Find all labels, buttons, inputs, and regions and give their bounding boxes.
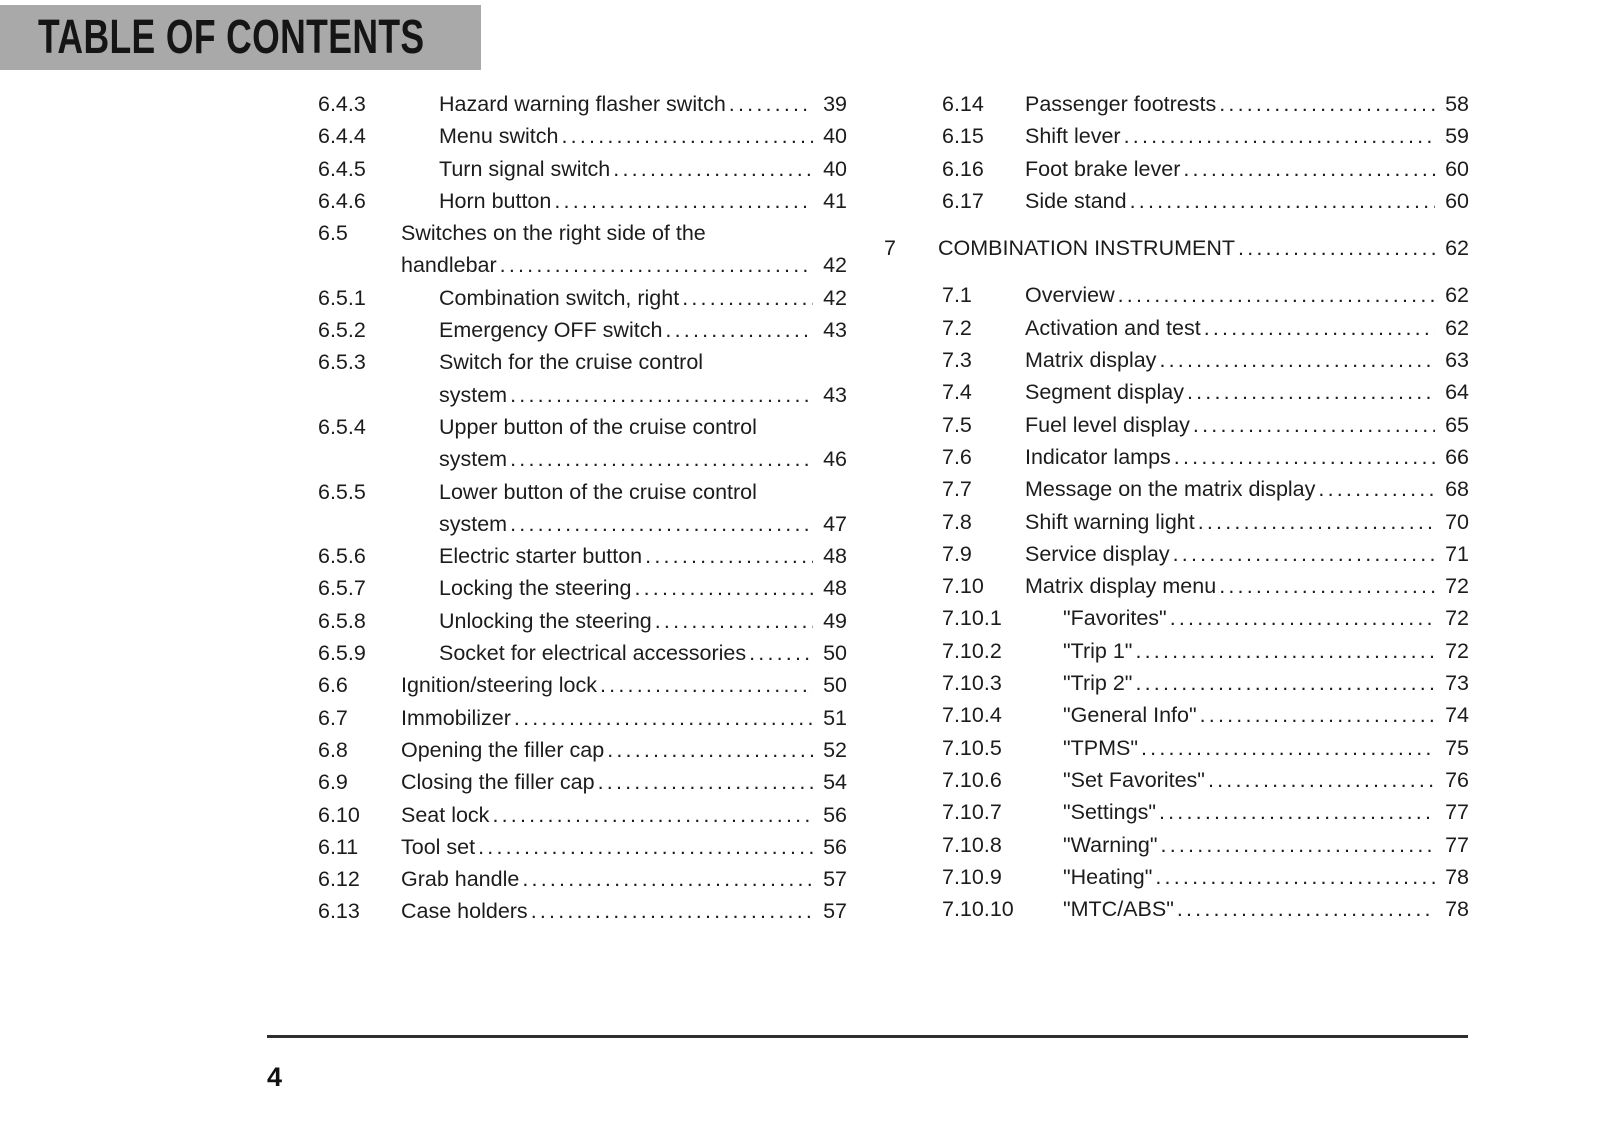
page-number: 40 [823, 156, 847, 181]
toc-entry[interactable] [884, 570, 1469, 602]
page-number: 51 [823, 705, 847, 730]
dot-leader [665, 314, 813, 346]
entry-title: Horn button [439, 188, 552, 213]
page-number: 63 [1445, 348, 1469, 373]
entry-title: Immobilizer [401, 705, 511, 730]
toc-entry[interactable] [260, 411, 847, 443]
dot-leader [1187, 376, 1435, 408]
toc-entry[interactable] [884, 829, 1469, 861]
entry-title: Unlocking the steering [439, 608, 652, 633]
section-number: 7.10.10 [942, 897, 1014, 922]
toc-entry[interactable] [884, 602, 1469, 634]
section-number: 6.11 [318, 834, 359, 859]
footer-page-number: 4 [267, 1062, 283, 1092]
page-number: 74 [1445, 703, 1469, 728]
dot-leader [478, 831, 813, 863]
dot-leader [1219, 570, 1435, 602]
entry-title: Tool set [401, 834, 476, 859]
entry-title: "Trip 1" [1063, 638, 1133, 663]
page-number: 43 [823, 318, 847, 343]
dot-leader [1219, 88, 1435, 120]
entry-title: Foot brake lever [1025, 156, 1181, 181]
dot-leader [1193, 409, 1435, 441]
page-number: 78 [1445, 864, 1469, 889]
toc-entry[interactable] [260, 314, 847, 346]
dot-leader [645, 540, 813, 572]
entry-title: Matrix display menu [1025, 574, 1217, 599]
page-number: 49 [823, 608, 847, 633]
section-number: 6.16 [942, 156, 984, 181]
toc-entry[interactable] [260, 766, 847, 798]
entry-title: Turn signal switch [439, 156, 611, 181]
page-number: 60 [1445, 156, 1469, 181]
section-number: 7.10.1 [942, 606, 1002, 631]
dot-leader [682, 282, 813, 314]
toc-entry[interactable] [260, 702, 847, 734]
entry-title: handlebar [401, 253, 497, 278]
page-number: 78 [1445, 897, 1469, 922]
entry-title: system [439, 382, 508, 407]
page-number: 43 [823, 382, 847, 407]
section-number: 7.6 [942, 444, 972, 469]
toc-entry[interactable] [260, 605, 847, 637]
section-number: 7 [884, 236, 896, 261]
dot-leader [1159, 344, 1435, 376]
section-number: 7.4 [942, 380, 972, 405]
page-number: 50 [823, 673, 847, 698]
dot-leader [510, 379, 813, 411]
toc-entry[interactable] [884, 667, 1469, 699]
section-number: 7.10.8 [942, 832, 1002, 857]
dot-leader [1173, 538, 1435, 570]
section-number: 7.10.5 [942, 735, 1002, 760]
section-number: 6.4.5 [318, 156, 366, 181]
entry-title: Emergency OFF switch [439, 318, 663, 343]
entry-title: "Settings" [1063, 800, 1156, 825]
page-number: 59 [1445, 124, 1469, 149]
footer-rule [267, 1035, 1468, 1038]
entry-title: Electric starter button [439, 544, 643, 569]
page-number: 57 [823, 867, 847, 892]
page-number: 42 [823, 253, 847, 278]
toc-entry[interactable] [884, 473, 1469, 505]
entry-title: Case holders [401, 899, 528, 924]
page-number: 52 [823, 737, 847, 762]
dot-leader [729, 88, 813, 120]
toc-entry[interactable] [260, 346, 847, 378]
entry-title: "TPMS" [1063, 735, 1138, 760]
dot-leader [655, 605, 813, 637]
toc-entry[interactable] [884, 312, 1469, 344]
toc-entry[interactable] [260, 120, 847, 152]
page-number: 42 [823, 285, 847, 310]
dot-leader [514, 702, 813, 734]
dot-leader [1159, 796, 1435, 828]
toc-entry[interactable] [260, 282, 847, 314]
toc-entry[interactable] [884, 732, 1469, 764]
section-number: 6.14 [942, 92, 984, 116]
page-number: 39 [823, 92, 847, 116]
page-number: 58 [1445, 92, 1469, 116]
entry-title: Lower button of the cruise control [439, 479, 757, 504]
dot-leader [1183, 153, 1435, 185]
entry-title: Shift lever [1025, 124, 1121, 149]
dot-leader [607, 734, 813, 766]
section-number: 6.5.2 [318, 318, 366, 343]
dot-leader [613, 153, 813, 185]
toc-entry[interactable] [260, 379, 847, 411]
entry-title: Matrix display [1025, 348, 1157, 373]
entry-title: COMBINATION INSTRUMENT [938, 236, 1236, 261]
entry-title: Locking the steering [439, 576, 632, 601]
dot-leader [492, 799, 813, 831]
entry-title: "General Info" [1063, 703, 1197, 728]
toc-entry[interactable] [260, 734, 847, 766]
dot-leader [634, 572, 813, 604]
entry-title: Overview [1025, 283, 1115, 308]
page-number: 56 [823, 802, 847, 827]
dot-leader [562, 120, 814, 152]
dot-leader [1118, 279, 1435, 311]
dot-leader [510, 443, 813, 475]
section-number: 7.8 [942, 509, 972, 534]
section-number: 6.4.4 [318, 124, 366, 149]
dot-leader [554, 185, 813, 217]
entry-title: Shift warning light [1025, 509, 1195, 534]
dot-leader [1170, 602, 1435, 634]
toc-entry[interactable] [884, 153, 1469, 185]
page-number: 76 [1445, 767, 1469, 792]
dot-leader [1130, 185, 1435, 217]
section-number: 6.6 [318, 673, 348, 698]
toc-entry[interactable] [884, 409, 1469, 441]
section-number: 7.10.2 [942, 638, 1002, 663]
page-number: 62 [1445, 236, 1469, 261]
page-number: 66 [1445, 444, 1469, 469]
entry-title: Menu switch [439, 124, 559, 149]
page-number: 50 [823, 641, 847, 666]
dot-leader [522, 863, 813, 895]
page-number: 72 [1445, 606, 1469, 631]
entry-title: Ignition/steering lock [401, 673, 597, 698]
dot-leader [1200, 699, 1435, 731]
section-number: 6.4.3 [318, 92, 366, 116]
entry-title: Segment display [1025, 380, 1184, 405]
page-number: 48 [823, 544, 847, 569]
toc-entry[interactable] [884, 506, 1469, 538]
section-number: 6.8 [318, 737, 348, 762]
page-number: 72 [1445, 574, 1469, 599]
toc-entry[interactable] [260, 217, 847, 249]
entry-title: Hazard warning flasher switch [439, 92, 726, 116]
entry-title: Opening the filler cap [401, 737, 605, 762]
dot-leader [600, 669, 813, 701]
page-number: 60 [1445, 188, 1469, 213]
section-number: 7.2 [942, 315, 972, 340]
entry-title: Socket for electrical accessories [439, 641, 747, 666]
entry-title: Side stand [1025, 188, 1127, 213]
toc-entry[interactable] [884, 120, 1469, 152]
dot-leader [1141, 732, 1435, 764]
entry-title: "Warning" [1063, 832, 1158, 857]
dot-leader [500, 249, 813, 281]
toc-entry[interactable] [884, 232, 1469, 264]
entry-title: Switch for the cruise control [439, 350, 704, 375]
entry-title: system [439, 511, 508, 536]
toc-entry[interactable] [260, 572, 847, 604]
toc-entry[interactable] [884, 764, 1469, 796]
toc-entry[interactable] [260, 88, 847, 120]
entry-title: Service display [1025, 541, 1170, 566]
page-number: 68 [1445, 477, 1469, 502]
dot-leader [1161, 829, 1435, 861]
dot-leader [1135, 667, 1435, 699]
section-number: 6.10 [318, 802, 360, 827]
section-number: 6.5.1 [318, 285, 366, 310]
toc-entry[interactable] [260, 443, 847, 475]
section-number: 7.7 [942, 477, 972, 502]
entry-title: Passenger footrests [1025, 92, 1217, 116]
section-number: 6.15 [942, 124, 984, 149]
dot-leader [1177, 893, 1435, 925]
dot-leader [598, 766, 813, 798]
toc-entry[interactable] [260, 669, 847, 701]
entry-title: Message on the matrix display [1025, 477, 1316, 502]
page-number: 56 [823, 834, 847, 859]
dot-leader [1208, 764, 1435, 796]
section-number: 7.10.6 [942, 767, 1002, 792]
section-number: 7.10.9 [942, 864, 1002, 889]
section-number: 7.10.3 [942, 671, 1002, 696]
section-number: 7.10.4 [942, 703, 1002, 728]
toc-entry[interactable] [884, 699, 1469, 731]
section-number: 6.17 [942, 188, 984, 213]
page-title: TABLE OF CONTENTS [38, 11, 425, 64]
toc-entry[interactable] [884, 861, 1469, 893]
page-number: 70 [1445, 509, 1469, 534]
section-number: 7.3 [942, 348, 972, 373]
section-number: 6.5.5 [318, 479, 366, 504]
section-number: 7.5 [942, 412, 972, 437]
section-number: 7.1 [942, 283, 972, 308]
section-number: 6.5.3 [318, 350, 366, 375]
section-number: 6.5.4 [318, 414, 366, 439]
toc-entry[interactable] [884, 635, 1469, 667]
section-number: 6.5.7 [318, 576, 366, 601]
entry-title: Upper button of the cruise control [439, 414, 757, 439]
entry-title: "Heating" [1063, 864, 1153, 889]
dot-leader [749, 637, 813, 669]
section-number: 6.7 [318, 705, 348, 730]
toc-entry[interactable] [884, 376, 1469, 408]
toc-entry[interactable] [260, 185, 847, 217]
toc-entry[interactable] [260, 895, 847, 927]
dot-leader [1198, 506, 1435, 538]
toc-entry[interactable] [260, 476, 847, 508]
entry-title: Activation and test [1025, 315, 1201, 340]
toc-entry[interactable] [260, 863, 847, 895]
toc-entry[interactable] [884, 796, 1469, 828]
page-number: 47 [823, 511, 847, 536]
entry-title: system [439, 447, 508, 472]
section-number: 6.5.9 [318, 641, 366, 666]
section-number: 7.10.7 [942, 800, 1002, 825]
entry-title: Indicator lamps [1025, 444, 1171, 469]
entry-title: Fuel level display [1025, 412, 1190, 437]
page-number: 77 [1445, 800, 1469, 825]
section-number: 7.10 [942, 574, 984, 599]
toc-entry[interactable] [884, 344, 1469, 376]
page-number: 72 [1445, 638, 1469, 663]
page-number: 64 [1445, 380, 1469, 405]
dot-leader [1204, 312, 1435, 344]
section-number: 6.5 [318, 221, 348, 246]
section-number: 6.5.8 [318, 608, 366, 633]
dot-leader [510, 508, 813, 540]
page-number: 65 [1445, 412, 1469, 437]
dot-leader [1318, 473, 1435, 505]
entry-title: "Trip 2" [1063, 671, 1133, 696]
section-number: 6.12 [318, 867, 360, 892]
page-number: 71 [1445, 541, 1469, 566]
toc-entry[interactable] [260, 799, 847, 831]
toc-entry[interactable] [260, 249, 847, 281]
dot-leader [1238, 232, 1435, 264]
toc-column-left [260, 88, 847, 928]
entry-title: Grab handle [401, 867, 520, 892]
dot-leader [1155, 861, 1435, 893]
section-number: 7.9 [942, 541, 972, 566]
page-number: 54 [823, 770, 847, 795]
section-number: 6.4.6 [318, 188, 366, 213]
page-number: 62 [1445, 315, 1469, 340]
toc-entry[interactable] [884, 88, 1469, 120]
entry-title: Combination switch, right [439, 285, 680, 310]
page-number: 73 [1445, 671, 1469, 696]
section-number: 6.9 [318, 770, 348, 795]
page-number: 75 [1445, 735, 1469, 760]
page-number: 46 [823, 447, 847, 472]
toc-entry[interactable] [884, 441, 1469, 473]
entry-title: Closing the filler cap [401, 770, 595, 795]
entry-title: "MTC/ABS" [1063, 897, 1174, 922]
toc-entry[interactable] [884, 279, 1469, 311]
dot-leader [1135, 635, 1435, 667]
entry-title: "Favorites" [1063, 606, 1167, 631]
page-number: 41 [823, 188, 847, 213]
toc-entry[interactable] [260, 153, 847, 185]
dot-leader [1124, 120, 1435, 152]
page-number: 40 [823, 124, 847, 149]
entry-title: Switches on the right side of the [401, 221, 706, 246]
toc-entry[interactable] [884, 538, 1469, 570]
toc-entry[interactable] [260, 508, 847, 540]
toc-entry[interactable] [884, 893, 1469, 925]
dot-leader [1174, 441, 1435, 473]
section-number: 6.13 [318, 899, 360, 924]
page-header [0, 5, 481, 70]
entry-title: Seat lock [401, 802, 490, 827]
toc-entry[interactable] [260, 540, 847, 572]
page-number: 57 [823, 899, 847, 924]
page-number: 62 [1445, 283, 1469, 308]
page-number: 48 [823, 576, 847, 601]
toc-column-right [884, 88, 1469, 925]
toc-entry[interactable] [260, 637, 847, 669]
entry-title: "Set Favorites" [1063, 767, 1205, 792]
toc-entry[interactable] [884, 185, 1469, 217]
dot-leader [531, 895, 813, 927]
toc-entry[interactable] [260, 831, 847, 863]
page-number: 77 [1445, 832, 1469, 857]
section-number: 6.5.6 [318, 544, 366, 569]
